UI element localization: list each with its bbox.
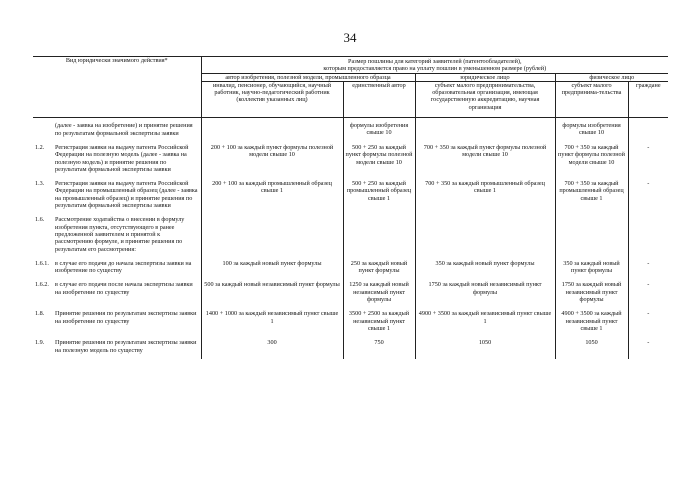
cell-sole-author: 3500 + 2500 за каждый независимый пункт свыше 1 bbox=[343, 308, 415, 337]
row-number: 1.6.2. bbox=[35, 281, 49, 289]
row-number bbox=[33, 118, 53, 142]
cell-invalid: 200 + 100 за каждый пункт формулы полезной модели свыше 10 bbox=[201, 142, 343, 178]
header-sub-invalid: инвалид, пенсионер, обучающийся, научный работник, научно-педагогический работник (коллектив указанных лиц) bbox=[201, 81, 343, 117]
row-action: (далее - заявка на изобретение) и принятие решения по результатам формальной экспертизы заявки bbox=[55, 122, 193, 137]
cell-small-physical: 700 + 350 за каждый промышленный образец свыше 1 bbox=[555, 178, 628, 214]
cell-sole-author: формулы изобретения свыше 10 bbox=[343, 118, 415, 142]
table-row bbox=[33, 142, 668, 178]
cell-small-legal: 1050 bbox=[415, 337, 555, 359]
row-number: 1.3. bbox=[35, 180, 45, 188]
header-sub-citizens: граждане bbox=[628, 81, 668, 117]
cell-citizens: - bbox=[628, 258, 668, 280]
cell-citizens: - bbox=[628, 142, 668, 178]
row-number: 1.6. bbox=[35, 216, 45, 224]
row-number: 1.2. bbox=[35, 143, 45, 151]
header-action-column: Вид юридически значимого действия* bbox=[33, 57, 201, 118]
cell-citizens: - bbox=[628, 279, 668, 308]
row-action: Регистрация заявки на выдачу патента Российской Федерации на полезную модель (далее - заявка на полезную модель) и принятие решения по результатам формальной экспертизы заявки bbox=[55, 143, 189, 173]
cell-invalid: 200 + 100 за каждый промышленный образец свыше 1 bbox=[201, 178, 343, 214]
row-action: Принятие решения по результатам экспертизы заявки на изобретение по существу bbox=[55, 310, 197, 325]
cell-small-legal: 350 за каждый новый пункт формулы bbox=[415, 258, 555, 280]
row-action: в случае его подачи до начала экспертизы заявки на изобретение по существу bbox=[55, 259, 192, 275]
cell-citizens: - bbox=[628, 308, 668, 337]
cell-citizens: - bbox=[628, 178, 668, 214]
cell-small-legal: 700 + 350 за каждый промышленный образец свыше 1 bbox=[415, 178, 555, 214]
cell-small-physical bbox=[555, 214, 628, 257]
cell-small-physical: 350 за каждый новый пункт формулы bbox=[555, 258, 628, 280]
cell-invalid bbox=[201, 118, 343, 142]
cell-small-legal bbox=[415, 214, 555, 257]
cell-small-physical: формулы изобретения свыше 10 bbox=[555, 118, 628, 142]
cell-sole-author: 250 за каждый новый пункт формулы bbox=[343, 258, 415, 280]
cell-sole-author: 750 bbox=[343, 337, 415, 359]
cell-small-legal: 4900 + 3500 за каждый независимый пункт свыше 1 bbox=[415, 308, 555, 337]
table-row bbox=[33, 178, 668, 214]
cell-small-physical: 700 + 350 за каждый пункт формулы полезной модели свыше 10 bbox=[555, 142, 628, 178]
header-sub-small-physical: субъект малого предпринима-тельства bbox=[555, 81, 628, 117]
header-fee-title: Размер пошлины для категорий заявителей (патентообладателей), которым предоставляется право на уплату пошлин в уменьшенном размере (рублей) bbox=[201, 57, 668, 74]
cell-small-legal bbox=[415, 118, 555, 142]
row-number: 1.8. bbox=[35, 310, 45, 318]
cell-sole-author: 1250 за каждый новый независимый пункт формулы bbox=[343, 279, 415, 308]
cell-invalid: 500 за каждый новый независимый пункт формулы bbox=[201, 279, 343, 308]
cell-invalid bbox=[201, 214, 343, 257]
cell-small-legal: 700 + 350 за каждый пункт формулы полезной модели свыше 10 bbox=[415, 142, 555, 178]
cell-sole-author: 500 + 250 за каждый пункт формулы полезной модели свыше 10 bbox=[343, 142, 415, 178]
cell-invalid: 300 bbox=[201, 337, 343, 359]
header-row-1 bbox=[33, 57, 668, 74]
cell-citizens: - bbox=[628, 337, 668, 359]
fee-table bbox=[33, 56, 668, 359]
cell-small-physical: 1050 bbox=[555, 337, 628, 359]
cell-invalid: 1400 + 1000 за каждый независимый пункт свыше 1 bbox=[201, 308, 343, 337]
cell-invalid: 100 за каждый новый пункт формулы bbox=[201, 258, 343, 280]
row-action: в случае его подачи после начала экспертизы заявки на изобретение по существу bbox=[55, 281, 193, 296]
header-sub-small-legal: субъект малого предпринимательства, образовательная организация, имеющая государственную аккредитацию, научная организация bbox=[415, 81, 555, 117]
table-row bbox=[33, 118, 668, 142]
row-action: Принятие решения по результатам экспертизы заявки на полезную модель по существу bbox=[55, 339, 197, 354]
row-action: Рассмотрение ходатайства о внесении в формулу изобретения пункта, отсутствующего в ранее предложенной заявителем и принятой к рассмотрению формуле, и принятие решения по результатам его рассмотрения: bbox=[55, 216, 185, 253]
header-group-legal: юридическое лицо bbox=[415, 73, 555, 81]
cell-small-legal: 1750 за каждый новый независимый пункт формулы bbox=[415, 279, 555, 308]
cell-small-physical: 4900 + 3500 за каждый независимый пункт свыше 1 bbox=[555, 308, 628, 337]
table-row bbox=[33, 337, 668, 359]
table-row bbox=[33, 258, 668, 280]
row-number: 1.6.1. bbox=[35, 259, 49, 267]
cell-small-physical: 1750 за каждый новый независимый пункт формулы bbox=[555, 279, 628, 308]
row-action: Регистрация заявки на выдачу патента Российской Федерации на промышленный образец (далее - заявка на промышленный образец) и принятие решения по результатам формальной экспертизы заявки bbox=[55, 180, 198, 210]
table-row bbox=[33, 308, 668, 337]
cell-sole-author bbox=[343, 214, 415, 257]
header-group-physical: физическое лицо bbox=[555, 73, 668, 81]
table-row bbox=[33, 279, 668, 308]
table-row bbox=[33, 214, 668, 257]
header-group-author: автор изобретения, полезной модели, промышленного образца bbox=[201, 73, 415, 81]
cell-citizens bbox=[628, 214, 668, 257]
cell-sole-author: 500 + 250 за каждый промышленный образец свыше 1 bbox=[343, 178, 415, 214]
cell-citizens bbox=[628, 118, 668, 142]
row-number: 1.9. bbox=[35, 339, 45, 347]
header-sub-sole-author: единственный автор bbox=[343, 81, 415, 117]
page-number: 34 bbox=[343, 30, 357, 45]
